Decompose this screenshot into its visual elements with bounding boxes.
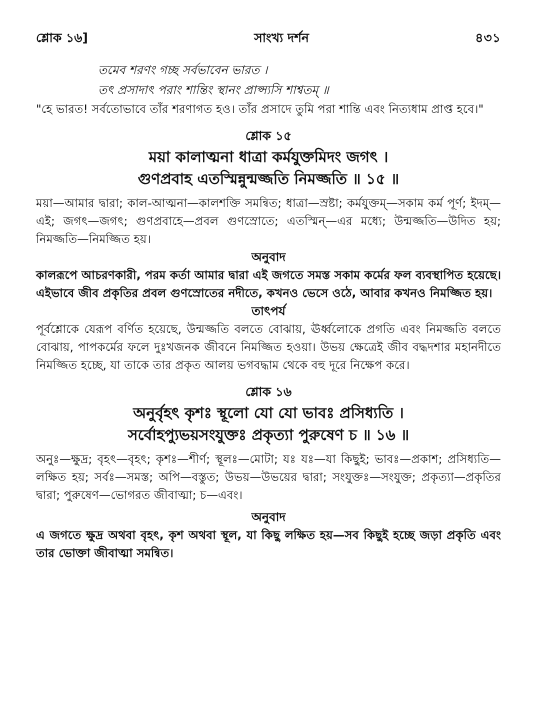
- sloka-16-translation-heading: অনুবাদ: [251, 510, 286, 524]
- sloka-16-translation: এ জগতে ক্ষুদ্র অথবা বৃহৎ, কৃশ অথবা স্থূল, যা কিছু লক্ষিত হয়—সব কিছুই হচ্ছে জড়া প্রকৃতি এবং তার ভোক্তা জীবাত্মা সমন্বিত।: [36, 528, 501, 560]
- sloka-16-line-2: সর্বোহপ্যুভয়সংযুক্তঃ প্রকৃত্যা পুরুষেণ চ ॥ ১৬ ॥: [127, 426, 410, 444]
- quoted-verse: [36, 60, 501, 100]
- sloka-15-translation-heading: অনুবাদ: [251, 250, 286, 264]
- running-head-title: সাংখ্য দর্শন: [254, 30, 309, 45]
- sloka-16-synonyms: অনুঃ—ক্ষুদ্র; বৃহৎ—বৃহৎ; কৃশঃ—শীর্ণ; স্থূলঃ—মোটা; যঃ যঃ—যা কিছুই; ভাবঃ—প্রকাশ; প্রসিধ্যতি—লক্ষিত হয়; সর্বঃ—সমস্ত; অপি—বস্তুত; উভয়—উভয়ের দ্বারা; সংযুক্তঃ—সংযুক্ত; প্রকৃত্যা—প্রকৃতির দ্বারা; পুরুষেণ—ভোগরত জীবাত্মা; চ—এবং।: [36, 452, 501, 502]
- page-number: ৪৩১: [475, 30, 501, 45]
- sloka-16-section: [36, 382, 501, 562]
- sloka-16-line-1: অনুর্বৃহৎ কৃশঃ স্থূলো যো যো ভাবঃ প্রসিধ্যতি ।: [133, 404, 404, 422]
- sloka-15-line-1: ময়া কালাত্মনা ধাত্রা কর্মযুক্তমিদং জগৎ ।: [148, 148, 389, 166]
- sloka-15-translation: কালরূপে আচরণকারী, পরম কর্তা আমার দ্বারা এই জগতে সমস্ত সকাম কর্মের ফল ব্যবস্থাপিত হয়েছে। এইভাবে জীব প্রকৃতির প্রবল গুণস্রোতের নদীতে, কখনও ভেসে ওঠে, আবার কখনও নিমজ্জিত হয়।: [36, 268, 501, 300]
- quoted-verse-line-2: তৎ প্রসাদাৎ পরাং শান্তিং স্থানং প্রাপ্স্যসি শাশ্বতম্‌ ॥: [98, 83, 329, 97]
- sloka-15-section: [36, 126, 501, 374]
- quoted-verse-translation: "হে ভারত! সর্বতোভাবে তাঁর শরণাগত হও। তাঁর প্রসাদে তুমি পরা শান্তি এবং নিত্যধাম প্রাপ্ত হবে।": [36, 102, 484, 116]
- sloka-15-purport: পূর্বশ্লোকে যেরূপ বর্ণিত হয়েছে, উন্মজ্জতি বলতে বোঝায়, ঊর্ধ্বলোকে প্রগতি এবং নিমজ্জতি বলতে বোঝায়, পাপকর্মের ফলে দুঃখজনক জীবনে নিমজ্জিত হওয়া। উভয় ক্ষেত্রেই জীব বদ্ধদশার মহানদীতে নিমজ্জিত হচ্ছে, যা তাকে তার প্রকৃত আলয় ভগবদ্ধাম থেকে বহু দূরে নিক্ষেপ করে।: [36, 322, 501, 372]
- sloka-16-heading: শ্লোক ১৬: [245, 384, 292, 399]
- sloka-15-line-2: গুণপ্রবাহ এতস্মিন্নুন্মজ্জতি নিমজ্জতি ॥ ১৫ ॥: [137, 170, 400, 188]
- quoted-verse-line-1: তমেব শরণং গচ্ছ সর্বভাবেন ভারত ।: [98, 63, 268, 77]
- running-head-left: শ্লোক ১৬]: [36, 30, 88, 45]
- sloka-15-synonyms: ময়া—আমার দ্বারা; কাল-আত্মনা—কালশক্তি সমন্বিত; ধাত্রা—স্রষ্টা; কর্মযুক্তম্—সকাম কর্ম পূর্ণ; ইদম্—এই; জগৎ—জগৎ; গুণপ্রবাহে—প্রবল গুণস্রোতে; এতস্মিন্—এর মধ্যে; উন্মজ্জতি—উদিত হয়; নিমজ্জতি—নিমজ্জিত হয়।: [36, 196, 501, 246]
- sloka-15-heading: শ্লোক ১৫: [245, 128, 292, 143]
- sloka-15-purport-heading: তাৎপর্য: [251, 304, 286, 318]
- page-header: [36, 30, 501, 50]
